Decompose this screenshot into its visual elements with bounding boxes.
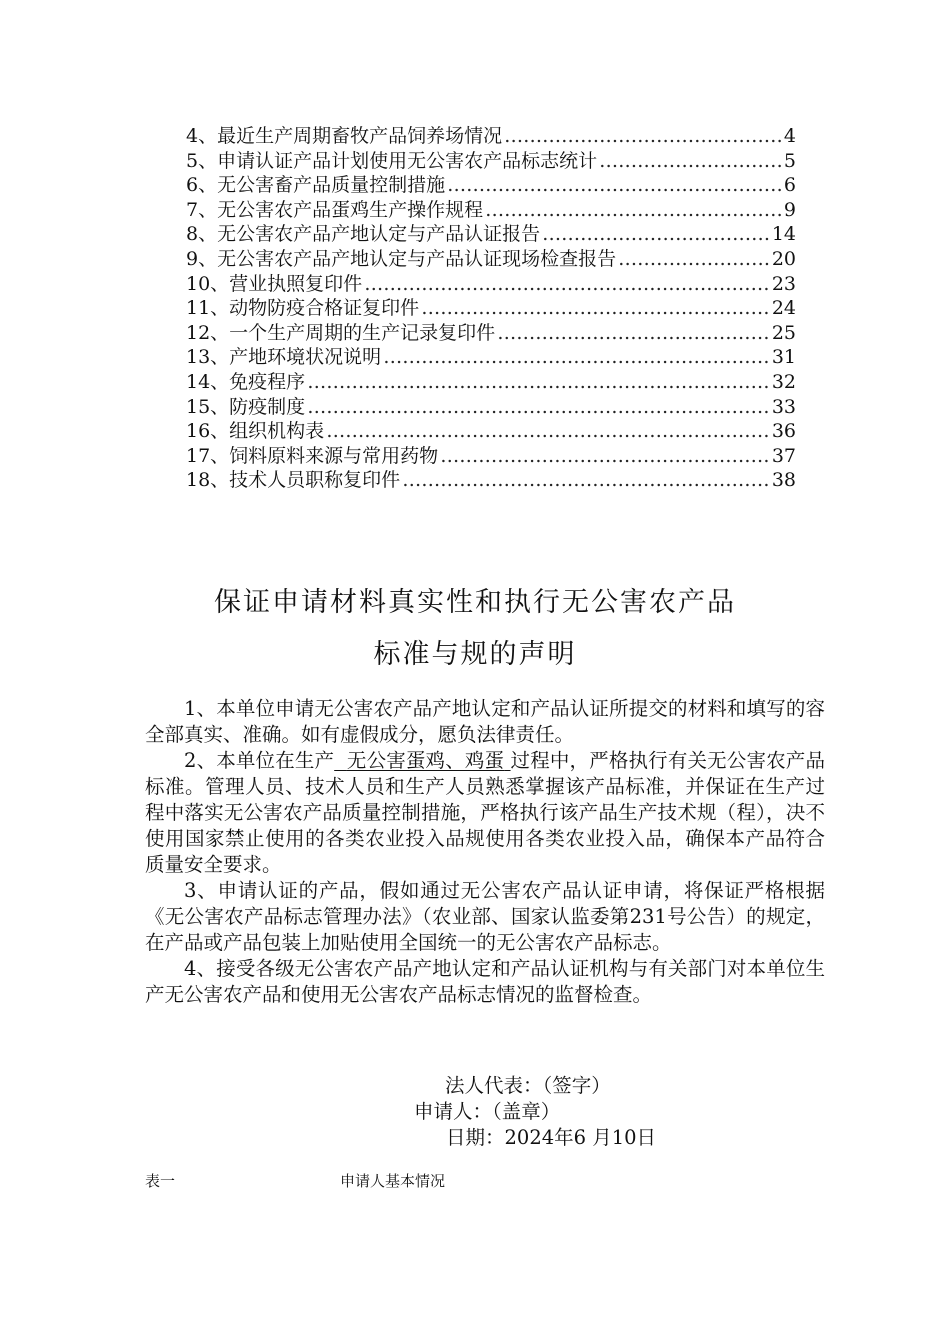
toc-title: 8、无公害农产品产地认定与产品认证报告 <box>186 223 541 246</box>
toc-page-number: 36 <box>771 420 796 443</box>
toc-page-number: 25 <box>771 321 796 344</box>
toc-dot-leader <box>447 173 782 198</box>
toc-dot-leader <box>307 370 770 395</box>
toc-page-number: 6 <box>783 174 796 197</box>
statement-title-line2: 标准与规的声明 <box>373 639 577 670</box>
toc-dot-leader <box>307 395 770 420</box>
toc-dot-leader <box>497 321 770 346</box>
toc-row <box>186 468 796 493</box>
statement-title-line1: 保证申请材料真实性和执行无公害农产品 <box>214 587 736 618</box>
applicant-line: 申请人：（盖章） <box>414 1100 561 1123</box>
toc-title: 9、无公害农产品产地认定与产品认证现场检查报告 <box>186 247 617 270</box>
table-title: 申请人基本情况 <box>340 1174 446 1190</box>
table-label: 表一 <box>145 1174 176 1190</box>
toc-row <box>186 222 796 247</box>
paragraph-2-start: 2、本单位在生产 <box>184 749 335 772</box>
toc-row <box>186 149 796 174</box>
toc-title: 16、组织机构表 <box>186 420 325 443</box>
toc-title: 5、申请认证产品计划使用无公害农产品标志统计 <box>186 149 598 172</box>
statement-paragraph-2 <box>145 748 825 878</box>
toc-dot-leader <box>440 444 770 469</box>
toc-title: 7、无公害农产品蛋鸡生产操作规程 <box>186 198 484 221</box>
toc-dot-leader <box>402 468 770 493</box>
toc-page-number: 23 <box>771 272 796 295</box>
toc-row <box>186 419 796 444</box>
toc-row <box>186 444 796 469</box>
toc-page-number: 14 <box>771 223 796 246</box>
toc-dot-leader <box>421 296 770 321</box>
toc-page-number: 37 <box>771 444 796 467</box>
toc-dot-leader <box>364 272 770 297</box>
toc-title: 6、无公害畜产品质量控制措施 <box>186 174 446 197</box>
toc-dot-leader <box>618 247 770 272</box>
product-name-underlined <box>334 749 510 772</box>
toc-title: 17、饲料原料来源与常用药物 <box>186 444 439 467</box>
toc-title: 15、防疫制度 <box>186 395 306 418</box>
toc-title: 10、营业执照复印件 <box>186 272 363 295</box>
toc-dot-leader <box>542 222 770 247</box>
statement-body <box>145 696 825 1008</box>
toc-title: 18、技术人员职称复印件 <box>186 469 401 492</box>
toc-row <box>186 198 796 223</box>
toc-page-number: 33 <box>771 395 796 418</box>
toc-page-number: 5 <box>783 149 796 172</box>
toc-row <box>186 247 796 272</box>
toc-row <box>186 296 796 321</box>
table-of-contents <box>186 124 796 493</box>
toc-title: 4、最近生产周期畜牧产品饲养场情况 <box>186 125 503 147</box>
toc-row <box>186 345 796 370</box>
toc-page-number: 4 <box>783 125 796 147</box>
toc-dot-leader <box>599 149 782 174</box>
toc-page-number: 31 <box>771 346 796 369</box>
toc-title: 13、产地环境状况说明 <box>186 346 382 369</box>
toc-title: 14、免疫程序 <box>186 370 306 393</box>
toc-row <box>186 321 796 346</box>
toc-page-number: 9 <box>783 198 796 221</box>
toc-page-number: 24 <box>771 297 796 320</box>
toc-row <box>186 370 796 395</box>
toc-dot-leader <box>504 124 782 149</box>
product-name: 无公害蛋鸡、鸡蛋 <box>346 749 505 772</box>
statement-paragraph-3: 3、申请认证的产品，假如通过无公害农产品认证申请，将保证严格根据《无公害农产品标志管理办法》（农业部、国家认监委第231号公告）的规定，在产品或产品包装上加贴使用全国统一的无公害农产品标志。 <box>145 879 825 954</box>
toc-row <box>186 395 796 420</box>
toc-page-number: 20 <box>771 247 796 270</box>
statement-paragraph-1: 1、本单位申请无公害农产品产地认定和产品认证所提交的材料和填写的容全部真实、准确。如有虚假成分，愿负法律责任。 <box>145 697 825 746</box>
toc-page-number: 32 <box>771 370 796 393</box>
toc-dot-leader <box>485 198 782 223</box>
toc-row <box>186 124 796 149</box>
toc-dot-leader <box>326 419 770 444</box>
toc-title: 11、动物防疫合格证复印件 <box>186 297 420 320</box>
legal-representative-line: 法人代表：（签字） <box>445 1074 611 1097</box>
toc-page-number: 38 <box>771 469 796 492</box>
paragraph-2-end: 过程中，严格执行有关无公害农产品标准。管理人员、技术人员和生产人员熟悉掌握该产品标准，并保证在生产过程中落实无公害农产品质量控制措施，严格执行该产品生产技术规（程），决不使用国家禁止使用的各类农业投入品规使用各类农业投入品，确保本产品符合质量安全要求。 <box>145 749 825 876</box>
toc-row <box>186 272 796 297</box>
toc-dot-leader <box>383 345 770 370</box>
toc-row <box>186 173 796 198</box>
date-line: 日期：2024年6 月10日 <box>446 1126 657 1149</box>
statement-paragraph-4: 4、接受各级无公害农产品产地认定和产品认证机构与有关部门对本单位生产无公害农产品和使用无公害农产品标志情况的监督检查。 <box>145 957 825 1006</box>
toc-title: 12、一个生产周期的生产记录复印件 <box>186 321 496 344</box>
